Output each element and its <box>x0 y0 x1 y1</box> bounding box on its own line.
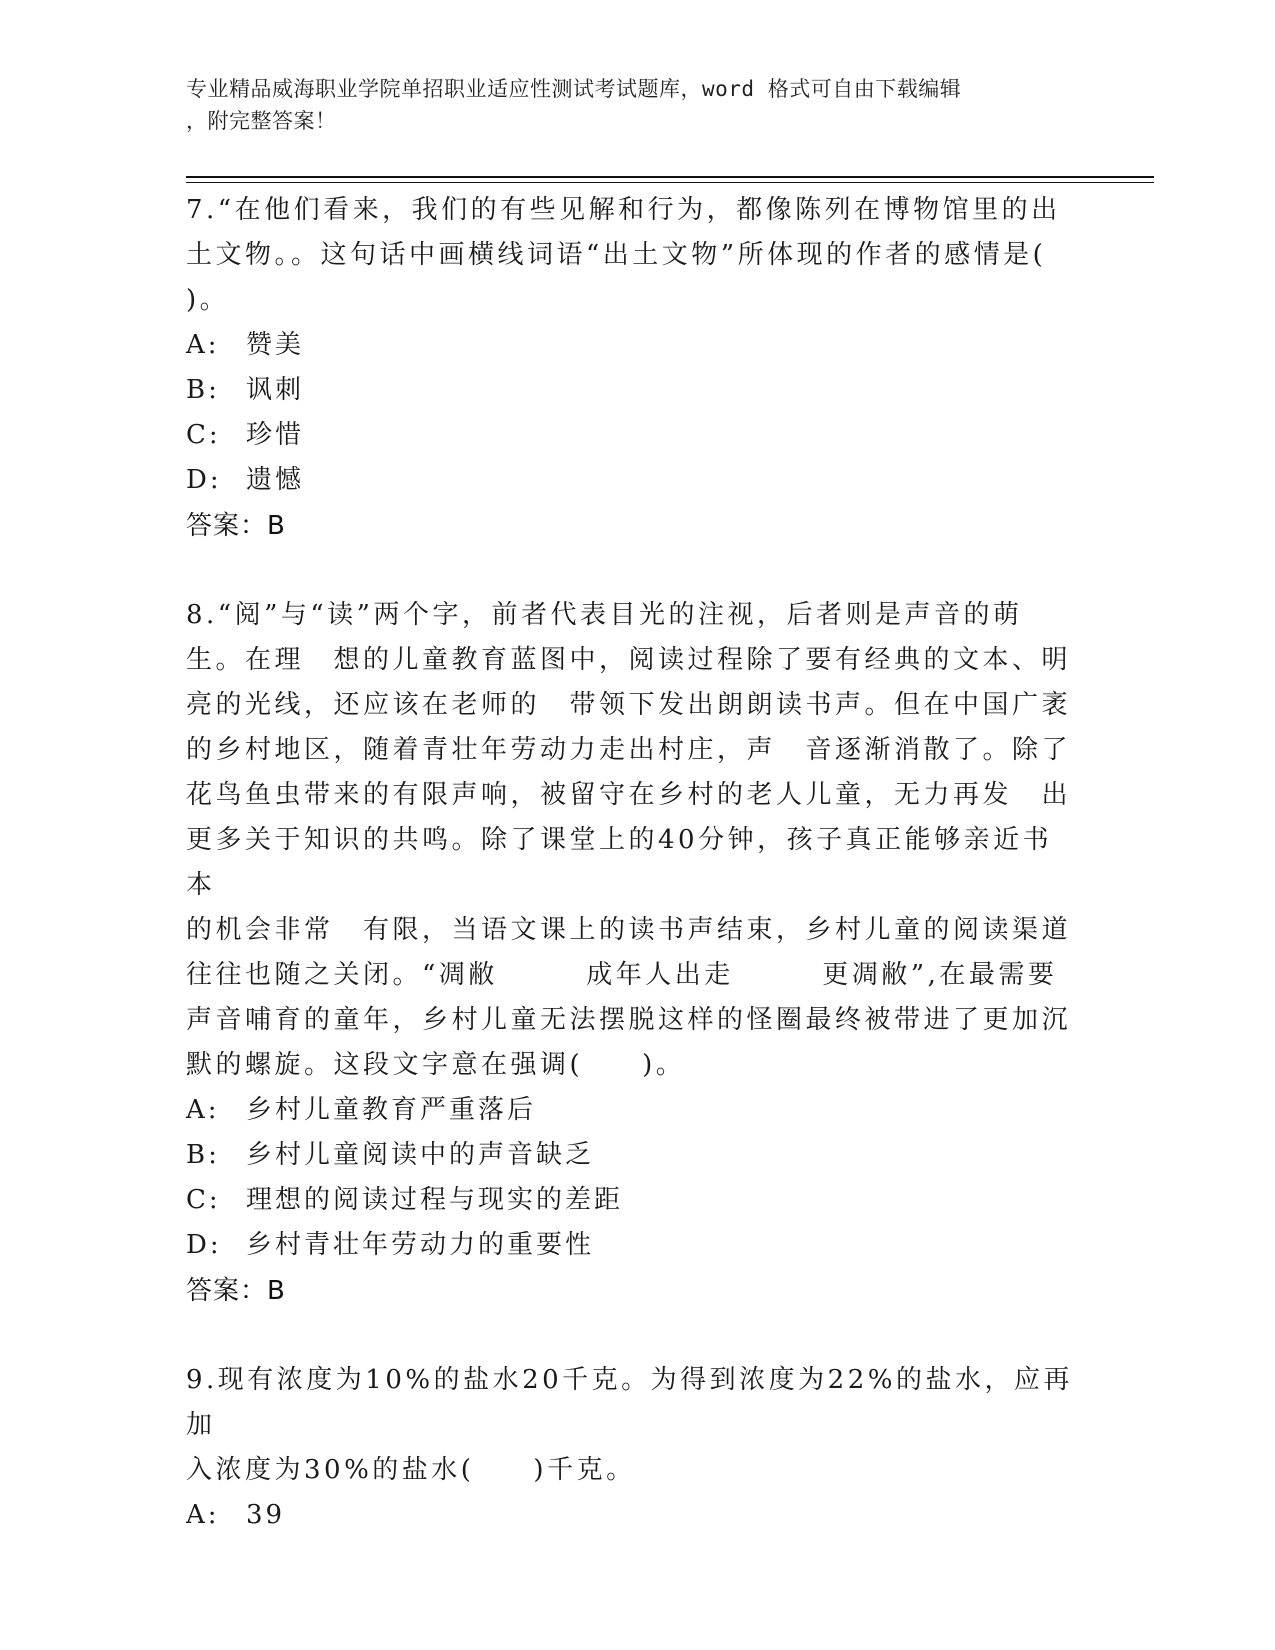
answer-line: 答案：B <box>186 511 286 541</box>
option-c <box>186 1178 1076 1223</box>
page-header <box>186 73 1066 137</box>
question-text-line: 9.现有浓度为10%的盐水20千克。为得到浓度为22%的盐水，应再加 <box>186 1365 1073 1440</box>
question-text-line: 7.“在他们看来，我们的有些见解和行为，都像陈列在博物馆里的出 <box>186 195 1061 225</box>
header-divider-thick <box>186 176 1154 178</box>
question-list <box>186 188 1076 1538</box>
question-text-line: 土文物。。这句话中画横线词语“出土文物”所体现的作者的感情是( <box>186 240 1047 270</box>
question-spacer <box>186 549 1076 593</box>
question-text-line: 8.“阅”与“读”两个字，前者代表目光的注视，后者则是声音的萌 <box>186 600 1023 630</box>
option-text: 乡村儿童阅读中的声音缺乏 <box>246 1140 595 1170</box>
question-spacer <box>186 1314 1076 1358</box>
question-7 <box>186 188 1076 549</box>
question-text-line: 生。在理 想的儿童教育蓝图中，阅读过程除了要有经典的文本、明 <box>186 645 1072 675</box>
option-text: 乡村儿童教育严重落后 <box>246 1095 537 1125</box>
option-text: 39 <box>246 1500 286 1530</box>
option-text: 乡村青壮年劳动力的重要性 <box>246 1230 595 1260</box>
answer-line: 答案：B <box>186 1276 286 1306</box>
question-text-line: 声音哺育的童年，乡村儿童无法摆脱这样的怪圈最终被带进了更加沉 <box>186 1005 1072 1035</box>
question-9 <box>186 1358 1076 1538</box>
question-text-line: )。 <box>186 285 230 315</box>
option-a <box>186 1088 1076 1133</box>
option-letter: B: <box>186 1140 220 1170</box>
option-text: 珍惜 <box>246 420 305 450</box>
option-letter: C: <box>186 420 221 450</box>
option-letter: A: <box>186 1500 220 1530</box>
option-b <box>186 1133 1076 1178</box>
option-text: 讽刺 <box>246 375 305 405</box>
option-d <box>186 458 1076 503</box>
header-line-2: ，附完整答案！ <box>186 109 337 133</box>
option-c <box>186 413 1076 458</box>
option-letter: D: <box>186 1230 222 1260</box>
option-text: 赞美 <box>246 330 305 360</box>
question-text-line: 入浓度为30%的盐水( )千克。 <box>186 1455 636 1485</box>
question-text-line: 的机会非常 有限，当语文课上的读书声结束，乡村儿童的阅读渠道 <box>186 915 1072 945</box>
option-letter: B: <box>186 375 220 405</box>
header-line-1: 专业精品威海职业学院单招职业适应性测试考试题库，word 格式可自由下载编辑 <box>186 77 962 101</box>
option-letter: D: <box>186 465 222 495</box>
option-text: 遗憾 <box>246 465 305 495</box>
option-letter: A: <box>186 1095 220 1125</box>
option-letter: A: <box>186 330 220 360</box>
question-text-line: 默的螺旋。这段文字意在强调( )。 <box>186 1050 686 1080</box>
option-b <box>186 368 1076 413</box>
option-text: 理想的阅读过程与现实的差距 <box>246 1185 624 1215</box>
question-text-line: 亮的光线，还应该在老师的 带领下发出朗朗读书声。但在中国广袤 <box>186 690 1072 720</box>
header-divider-thin <box>186 182 1154 183</box>
option-a <box>186 1493 1076 1538</box>
question-text-line: 花鸟鱼虫带来的有限声响，被留守在乡村的老人儿童，无力再发 出 <box>186 780 1072 810</box>
question-8 <box>186 593 1076 1314</box>
question-text-line: 往往也随之关闭。“凋敝 成年人出走 更凋敝”,在最需要 <box>186 960 1058 990</box>
option-letter: C: <box>186 1185 221 1215</box>
question-text-line: 的乡村地区，随着青壮年劳动力走出村庄，声 音逐渐消散了。除了 <box>186 735 1072 765</box>
option-d <box>186 1223 1076 1268</box>
question-text-line: 更多关于知识的共鸣。除了课堂上的40分钟，孩子真正能够亲近书本 <box>186 825 1053 900</box>
option-a <box>186 323 1076 368</box>
